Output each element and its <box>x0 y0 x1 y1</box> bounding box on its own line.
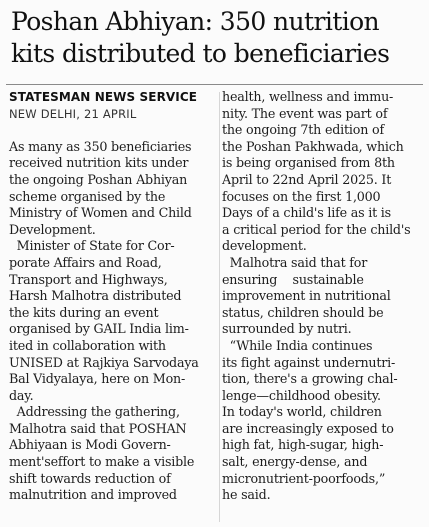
article-text-line: salt, energy-dense, and <box>222 454 368 470</box>
article-text-line: Malhotra said that POSHAN <box>9 420 187 436</box>
article-text-line: “While India continues <box>222 337 373 353</box>
article-text-line: ment'seffort to make a visible <box>9 454 195 470</box>
article-text-line: Ministry of Women and Child <box>9 205 192 221</box>
right-column-body <box>222 89 429 504</box>
article-text-line: its fight against undernutri- <box>222 354 396 370</box>
article-text-line: Malhotra said that for <box>222 254 368 270</box>
left-column-body <box>9 139 219 504</box>
article-text-line: Development. <box>9 221 96 237</box>
article-text-line: received nutrition kits under <box>9 155 189 171</box>
headline-line-1: Poshan Abhiyan: 350 nutrition <box>11 7 380 36</box>
article-text-line: Harsh Malhotra distributed <box>9 288 182 304</box>
article-text-line: malnutrition and improved <box>9 487 177 503</box>
article-text-line: high fat, high-sugar, high- <box>222 437 384 453</box>
article-text-line: a critical period for the child's <box>222 221 411 237</box>
article-text-line: the ongoing 7th edition of <box>222 122 384 138</box>
headline-divider <box>6 84 423 85</box>
paragraph-gap <box>9 122 219 139</box>
article-text-line: ited in collaboration with <box>9 337 166 353</box>
byline: STATESMAN NEWS SERVICE <box>9 90 198 104</box>
article-text-line: Days of a child's life as it is <box>222 205 391 221</box>
article-text-line: micronutrient-poorfoods,” <box>222 470 386 486</box>
article-text-line: day. <box>9 387 34 403</box>
article-text-line: status, children should be <box>222 304 384 320</box>
article-text-line: ensuring sustainable <box>222 271 364 287</box>
article-text-line: focuses on the first 1,000 <box>222 188 381 204</box>
headline-line-2: kits distributed to beneficiaries <box>11 39 390 68</box>
article-text-line: Transport and Highways, <box>9 271 168 287</box>
article-text-line: he said. <box>222 487 271 503</box>
article-text-line: the kits during an event <box>9 304 159 320</box>
article-text-line: are increasingly exposed to <box>222 420 394 436</box>
left-column <box>9 89 219 504</box>
article-text-line: the Poshan Pakhwada, which <box>222 138 404 154</box>
article-text-line: improvement in nutritional <box>222 288 391 304</box>
article-text-line: lenge—childhood obesity. <box>222 387 381 403</box>
article-text-line: Addressing the gathering, <box>9 404 180 420</box>
article-text-line: scheme organised by the <box>9 188 166 204</box>
article-text-line: April to 22nd April 2025. It <box>222 171 392 187</box>
article-text-line: nity. The event was part of <box>222 105 388 121</box>
column-divider <box>219 92 220 522</box>
article-text-line: porate Affairs and Road, <box>9 254 162 270</box>
article-text-line: shift towards reduction of <box>9 470 171 486</box>
article-text-line: UNISED at Rajkiya Sarvodaya <box>9 354 199 370</box>
headline <box>11 6 421 70</box>
article-text-line: As many as 350 beneficiaries <box>9 138 192 154</box>
article-text-line: development. <box>222 238 307 254</box>
dateline: NEW DELHI, 21 APRIL <box>9 106 137 121</box>
article-text-line: In today's world, children <box>222 404 382 420</box>
article-text-line: Abhiyaan is Modi Govern- <box>9 437 171 453</box>
article-text-line: Bal Vidyalaya, here on Mon- <box>9 371 186 387</box>
article-text-line: Minister of State for Cor- <box>9 238 175 254</box>
article-text-line: surrounded by nutri. <box>222 321 352 337</box>
article-text-line: is being organised from 8th <box>222 155 395 171</box>
article-text-line: tion, there's a growing chal- <box>222 371 398 387</box>
article-text-line: organised by GAIL India lim- <box>9 321 189 337</box>
article-text-line: health, wellness and immu- <box>222 89 394 104</box>
right-column <box>222 89 429 504</box>
article-text-line: the ongoing Poshan Abhiyan <box>9 171 188 187</box>
